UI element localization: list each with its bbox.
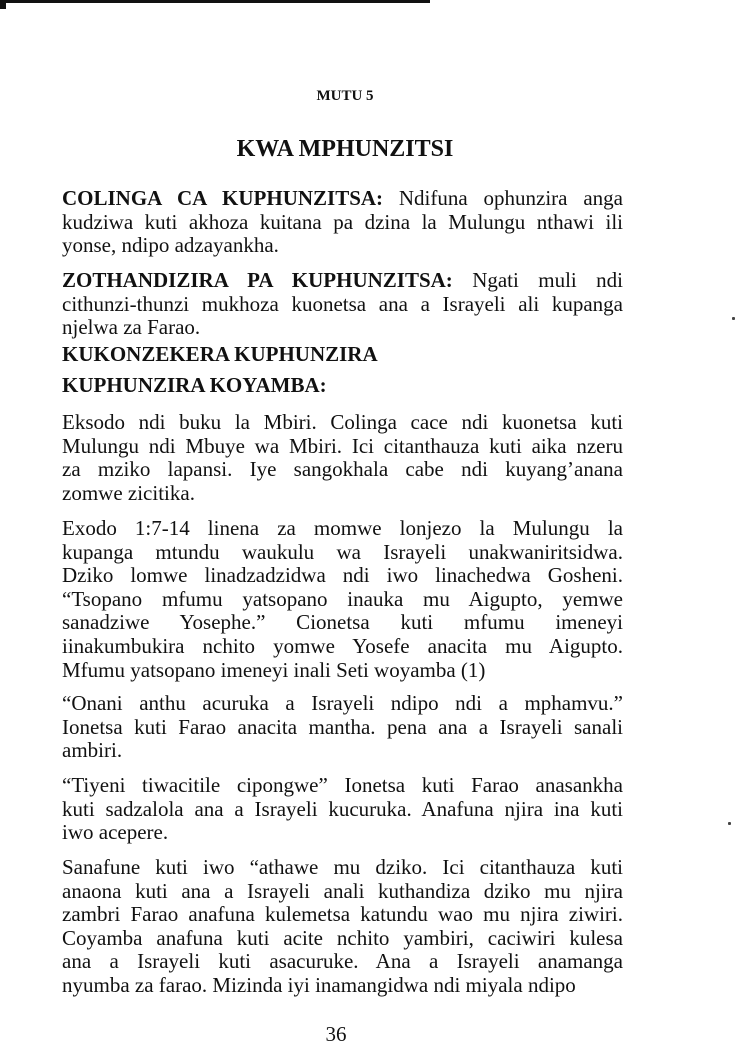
- paragraph: [62, 774, 623, 845]
- line-text: “Tiyeni tiwacitile cipongwe” Ionetsa kuti Farao anasankha: [62, 773, 623, 797]
- line-text: Exodo 1:7-14 linena za momwe lonjezo la Mulungu la: [62, 516, 623, 540]
- text-line: [62, 739, 623, 763]
- paragraph: [62, 269, 623, 340]
- bold-lead-in: KUPHUNZIRA KOYAMBA:: [62, 373, 327, 397]
- paragraph: [62, 187, 623, 258]
- text-line: [62, 211, 623, 235]
- line-text: za mziko lapansi. Iye sangokhala cabe ndi kuyang’anana: [62, 457, 623, 482]
- text-line: [62, 564, 623, 588]
- line-text: zambri Farao anafuna kulemetsa katundu wao mu njira ziwiri.: [62, 902, 623, 927]
- line-text: Ngati muli ndi: [452, 268, 623, 292]
- line-text: “Tsopano mfumu yatsopano inauka mu Aigupto, yemwe: [62, 586, 623, 611]
- chapter-label: MUTU 5: [316, 88, 374, 104]
- text-line: [62, 411, 623, 435]
- text-line: [62, 692, 623, 716]
- text-line: [62, 880, 623, 904]
- line-text: yonse, ndipo adzayankha.: [62, 233, 279, 258]
- line-text: zomwe zicitika.: [62, 480, 195, 505]
- page-number: 36: [325, 1022, 347, 1046]
- text-line: [62, 716, 623, 740]
- line-text: anaona kuti ana a Israyeli anali kuthandiza dziko mu njira: [62, 878, 623, 903]
- line-text: Ndifuna ophunzira anga: [383, 186, 623, 210]
- bold-lead-in: KUKONZEKERA KUPHUNZIRA: [62, 342, 378, 366]
- text-line: [62, 635, 623, 659]
- text-line: [62, 611, 623, 635]
- line-text: Ionetsa kuti Farao anacita mantha. pena ana a Israyeli sanali: [62, 714, 623, 739]
- bold-lead-in: COLINGA CA KUPHUNZITSA:: [62, 186, 384, 210]
- line-text: iwo acepere.: [62, 820, 169, 845]
- line-text: kuti sadzalola ana a Israyeli kucuruka. Anafuna njira ina kuti: [62, 796, 623, 821]
- line-text: Sanafune kuti iwo “athawe mu dziko. Ici citanthauza kuti: [62, 855, 623, 879]
- scan-edge-line: [0, 0, 430, 3]
- scan-speck: [728, 822, 731, 825]
- page-title: KWA MPHUNZITSI: [236, 136, 454, 162]
- paragraph: [62, 692, 623, 763]
- line-text: cithunzi-thunzi mukhoza kuonetsa ana a Israyeli ali kupanga: [62, 291, 623, 316]
- line-text: kudziwa kuti akhoza kuitana pa dzina la Mulungu nthawi ili: [62, 209, 623, 234]
- line-text: njelwa za Farao.: [62, 315, 201, 340]
- section-heading: [62, 343, 623, 367]
- text-line: [62, 856, 623, 880]
- line-text: nyumba za farao. Mizinda iyi inamangidwa ndi miyala ndipo: [62, 972, 576, 997]
- line-text: Dziko lomwe linadzadzidwa ndi iwo linachedwa Gosheni.: [62, 563, 623, 588]
- paragraph: [62, 856, 623, 998]
- text-line: [62, 950, 623, 974]
- line-text: sanadziwe Yosephe.” Cionetsa kuti mfumu imeneyi: [62, 610, 623, 635]
- text-line: [62, 187, 623, 211]
- text-line: [62, 821, 623, 845]
- paragraph: [62, 411, 623, 505]
- text-line: [62, 798, 623, 822]
- line-text: Coyamba anafuna kuti acite nchito yambiri, caciwiri kulesa: [62, 925, 623, 950]
- line-text: kupanga mtundu waukulu wa Israyeli unakwaniritsidwa.: [62, 539, 623, 564]
- line-text: ambiri.: [62, 738, 123, 763]
- text-line: [62, 517, 623, 541]
- line-text: Eksodo ndi buku la Mbiri. Colinga cace ndi kuonetsa kuti: [62, 410, 623, 434]
- bold-lead-in: ZOTHANDIZIRA PA KUPHUNZITSA:: [62, 268, 453, 292]
- text-line: [62, 435, 623, 459]
- text-line: [62, 659, 623, 683]
- text-line: [62, 541, 623, 565]
- scan-edge-mark: [0, 0, 6, 9]
- text-line: [62, 234, 623, 258]
- line-text: Mulungu ndi Mbuye wa Mbiri. Ici citanthauza kuti aika nzeru: [62, 433, 623, 458]
- paragraph: [62, 517, 623, 682]
- scan-speck: [732, 317, 735, 320]
- text-line: [62, 974, 623, 998]
- text-line: [62, 458, 623, 482]
- text-line: [62, 293, 623, 317]
- line-text: “Onani anthu acuruka a Israyeli ndipo ndi a mphamvu.”: [62, 691, 623, 715]
- text-line: [62, 269, 623, 293]
- text-line: [62, 774, 623, 798]
- text-line: [62, 588, 623, 612]
- text-line: [62, 927, 623, 951]
- line-text: ana a Israyeli kuti asacuruke. Ana a Israyeli anamanga: [62, 949, 623, 974]
- line-text: iinakumbukira nchito yomwe Yosefe anacita mu Aigupto.: [62, 633, 623, 658]
- text-line: [62, 903, 623, 927]
- text-line: [62, 316, 623, 340]
- text-line: [62, 374, 623, 398]
- text-line: [62, 482, 623, 506]
- line-text: Mfumu yatsopano imeneyi inali Seti woyamba (1): [62, 657, 486, 682]
- text-line: [62, 343, 623, 367]
- section-heading: [62, 374, 623, 398]
